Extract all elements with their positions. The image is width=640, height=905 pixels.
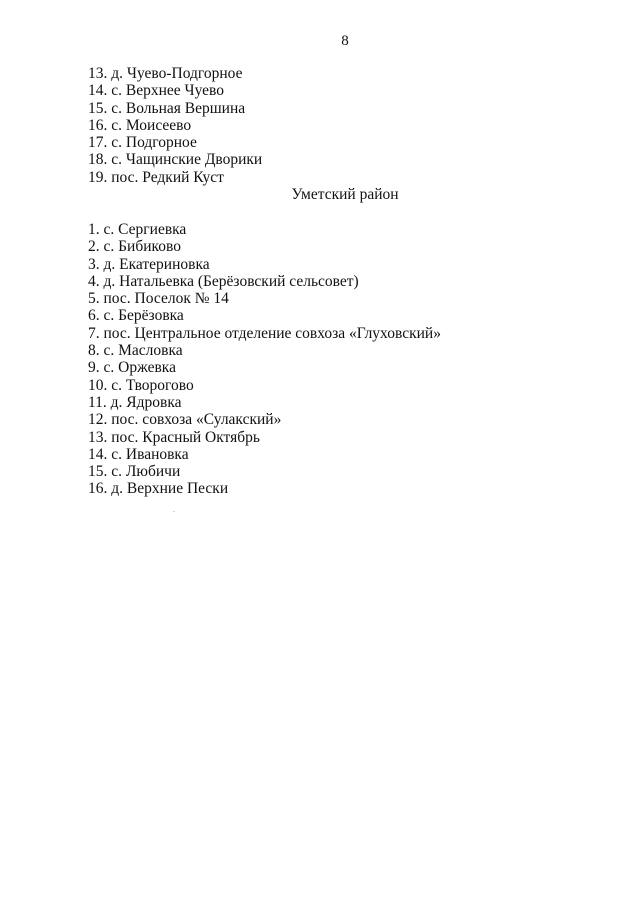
scan-speck xyxy=(173,511,175,512)
list-item: 10. с. Творогово xyxy=(88,376,194,394)
list-item: 14. с. Ивановка xyxy=(88,445,189,463)
list-item: 18. с. Чащинские Дворики xyxy=(88,151,263,169)
list-item: 4. д. Натальевка (Берёзовский сельсовет) xyxy=(88,272,359,290)
list-item: 8. с. Масловка xyxy=(88,342,183,360)
list-item: 16. д. Верхние Пески xyxy=(88,480,229,498)
list-item: 12. пос. совхоза «Сулакский» xyxy=(88,411,282,429)
list-item: 13. д. Чуево-Подгорное xyxy=(88,65,243,82)
list-item: 9. с. Оржевка xyxy=(88,359,176,377)
list-item: 13. пос. Красный Октябрь xyxy=(88,428,260,446)
list-item: 7. пос. Центральное отделение совхоза «Глуховский» xyxy=(88,324,441,342)
list-item: 17. с. Подгорное xyxy=(88,134,197,152)
list-item: 3. д. Екатериновка xyxy=(88,255,210,273)
district-settlement-list xyxy=(88,221,441,498)
list-item: 11. д. Ядровка xyxy=(88,393,182,411)
district-heading: Уметский район xyxy=(291,186,399,203)
list-item: 2. с. Бибиково xyxy=(88,238,181,256)
list-item: 1. с. Сергиевка xyxy=(88,221,187,238)
page-number: 8 xyxy=(341,33,349,49)
list-item: 5. пос. Поселок № 14 xyxy=(88,290,229,308)
list-item: 19. пос. Редкий Куст xyxy=(88,168,224,186)
list-item: 6. с. Берёзовка xyxy=(88,307,184,325)
list-item: 15. с. Любичи xyxy=(88,463,181,481)
list-item: 14. с. Верхнее Чуево xyxy=(88,82,224,100)
settlement-list-continued xyxy=(88,65,262,186)
list-item: 15. с. Вольная Вершина xyxy=(88,99,246,117)
list-item: 16. с. Моисеево xyxy=(88,116,192,134)
